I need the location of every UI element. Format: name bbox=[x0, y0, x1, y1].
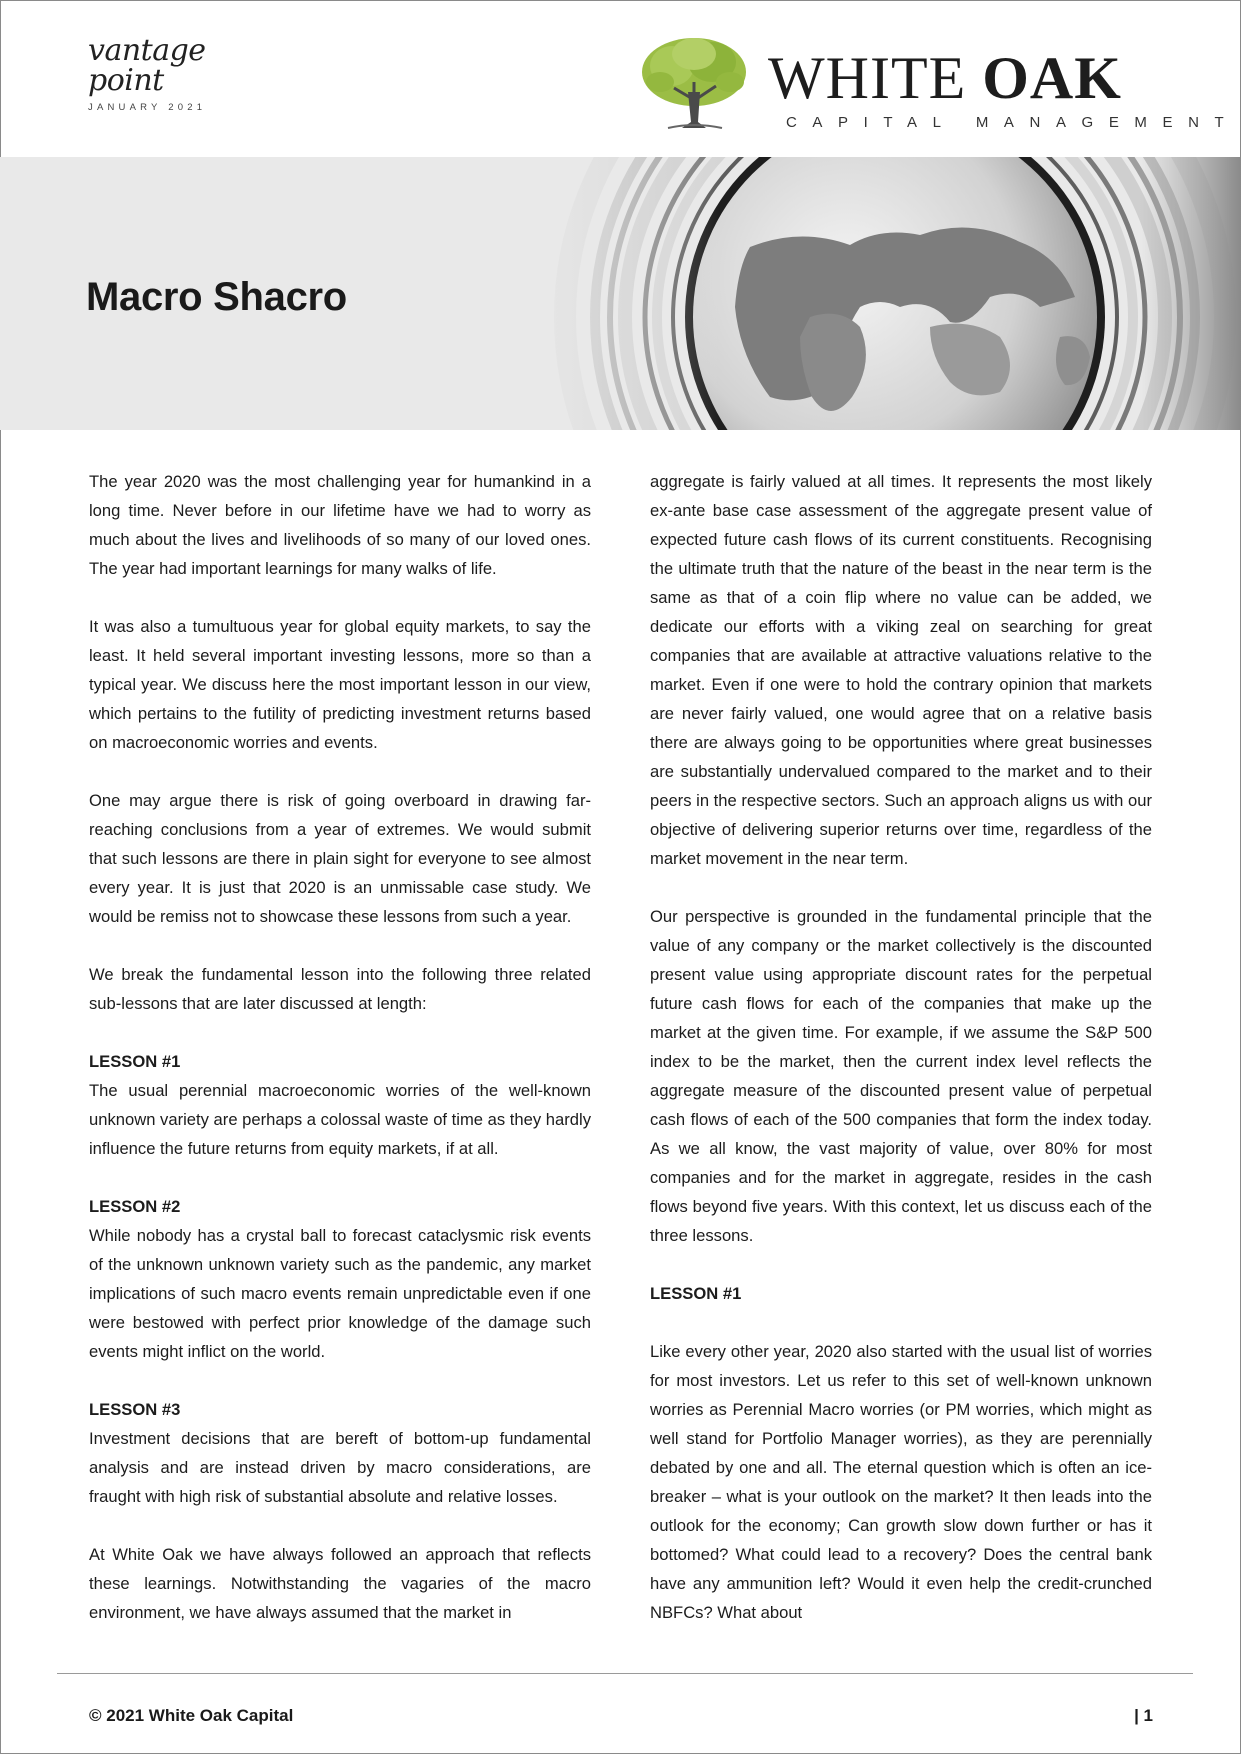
lesson-heading: LESSON #1 bbox=[89, 1052, 181, 1071]
globe-icon bbox=[500, 157, 1241, 430]
brand-name bbox=[768, 45, 1122, 111]
paragraph: The year 2020 was the most challenging year for humankind in a long time. Never before in our lifetime have we had to worry as much about the lives and livelihoods of so many of our loved ones. The year had important learnings for many walks of life. bbox=[89, 472, 591, 578]
lesson-text: While nobody has a crystal ball to forecast cataclysmic risk events of the unknown unknown variety such as the pandemic, any market implications of such macro events remain unpredictable even if one were bestowed with perfect prior knowledge of the damage such events might inflict on the world. bbox=[89, 1226, 591, 1361]
lesson-heading: LESSON #2 bbox=[89, 1197, 181, 1216]
series-name-line1: vantage bbox=[88, 33, 206, 68]
paragraph: It was also a tumultuous year for global equity markets, to say the least. It held several important investing lessons, more so than a typical year. We discuss here the most important lesson in our view, which pertains to the futility of predicting investment returns based on macroeconomic worries and events. bbox=[89, 617, 591, 752]
paragraph: We break the fundamental lesson into the following three related sub-lessons that are later discussed at length: bbox=[89, 965, 591, 1013]
lesson-text: Investment decisions that are bereft of bottom-up fundamental analysis and are instead driven by macro considerations, are fraught with high risk of substantial absolute and relative losses. bbox=[89, 1429, 591, 1506]
paragraph: Like every other year, 2020 also started with the usual list of worries for most investors. Let us refer to this set of well-known unknown worries as Perennial Macro worries (or PM worries, which might as well stand for Portfolio Manager worries), as they are perennially debated by one and all. The eternal question which is often an ice-breaker – what is your outlook on the market? It then leads into the outlook for the economy; Can growth slow down further or has it bottomed? What could lead to a recovery? Does the central bank have any ammunition left? Would it even help the credit-crunched NBFCs? What about bbox=[650, 1342, 1152, 1622]
paragraph: One may argue there is risk of going overboard in drawing far-reaching conclusions from a year of extremes. We would submit that such lessons are there in plain sight for everyone to see almost every year. It is just that 2020 is an unmissable case study. We would be remiss not to showcase these lessons from such a year. bbox=[89, 791, 591, 926]
page-number: | 1 bbox=[1134, 1706, 1153, 1725]
paragraph: At White Oak we have always followed an approach that reflects these learnings. Notwithstanding the vagaries of the macro environment, we have always assumed that the market in bbox=[89, 1545, 591, 1622]
brand-tagline: CAPITAL MANAGEMENT bbox=[786, 114, 1240, 131]
oak-tree-icon bbox=[638, 32, 750, 130]
footer-divider bbox=[57, 1673, 1193, 1674]
page-title: Macro Shacro bbox=[86, 275, 347, 319]
paragraph: aggregate is fairly valued at all times. It represents the most likely ex-ante base case assessment of the aggregate present value of expected future cash flows of its current constituents. Recognising the ultimate truth that the nature of the beast in the near term is the same as that of a coin flip where no value can be added, we dedicate our efforts with a viking zeal on searching for great companies that are available at attractive valuations relative to the market. Even if one were to hold the contrary opinion that markets are never fairly valued, one would agree that on a relative basis there are always going to be opportunities where great businesses are substantially undervalued compared to the market and to their peers in the respective sectors. Such an approach aligns us with our objective of delivering superior returns over time, regardless of the market movement in the near term. bbox=[650, 472, 1152, 868]
lesson-heading: LESSON #3 bbox=[89, 1400, 181, 1419]
brand-name-bold: OAK bbox=[982, 45, 1122, 111]
footer-copyright: © 2021 White Oak Capital bbox=[89, 1706, 294, 1725]
issue-date: JANUARY 2021 bbox=[88, 102, 207, 113]
right-column bbox=[650, 467, 1152, 1627]
lesson-heading: LESSON #1 bbox=[650, 1284, 742, 1303]
title-banner bbox=[0, 157, 1241, 430]
brand-name-light: WHITE bbox=[768, 45, 983, 111]
lesson-text: The usual perennial macroeconomic worries of the well-known unknown variety are perhaps a colossal waste of time as they hardly influence the future returns from equity markets, if at all. bbox=[89, 1081, 591, 1158]
series-logo bbox=[88, 33, 207, 113]
paragraph: Our perspective is grounded in the fundamental principle that the value of any company or the market collectively is the discounted present value using appropriate discount rates for the perpetual future cash flows for each of the companies that make up the market at the given time. For example, if we assume the S&P 500 index to be the market, then the current index level reflects the aggregate measure of the discounted present value of perpetual cash flows of each of the 500 companies that form the index today. As we all know, the vast majority of value, over 80% for most companies and for the market in aggregate, resides in the cash flows beyond five years. With this context, let us discuss each of the three lessons. bbox=[650, 907, 1152, 1245]
series-name-line2: point bbox=[88, 63, 164, 98]
brand-logo bbox=[638, 32, 1240, 132]
left-column bbox=[89, 467, 591, 1627]
